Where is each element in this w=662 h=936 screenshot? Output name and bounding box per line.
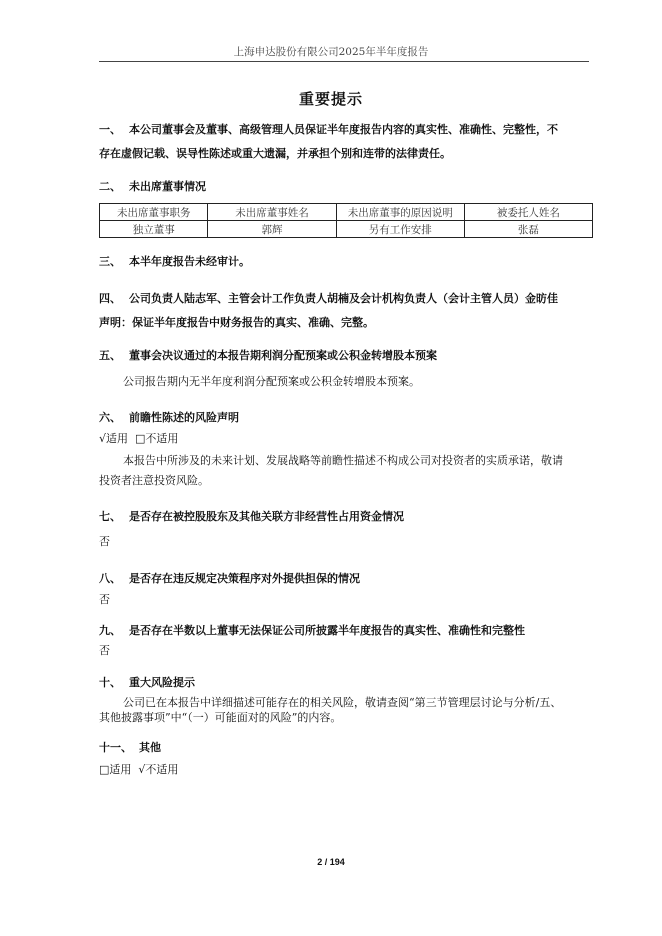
table-header-cell: 未出席董事职务 <box>100 204 208 221</box>
section-6 <box>99 404 593 431</box>
section-5-number: 五、 <box>99 349 121 362</box>
section-9-title: 是否存在半数以上董事无法保证公司所披露半年度报告的真实性、准确性和完整性 <box>129 624 525 637</box>
table-header-row <box>100 204 593 221</box>
section-3-number: 三、 <box>99 255 121 268</box>
section-2-title: 未出席董事情况 <box>129 180 206 193</box>
section-6-body-line-2: 投资者注意投资风险。 <box>99 474 209 487</box>
section-10-title: 重大风险提示 <box>129 676 195 689</box>
section-9 <box>99 617 593 644</box>
section-5-body: 公司报告期内无半年度利润分配预案或公积金转增股本预案。 <box>123 375 420 388</box>
section-8-title: 是否存在违反规定决策程序对外提供担保的情况 <box>129 572 360 585</box>
section-1-number: 一、 <box>99 123 121 136</box>
table-cell: 另有工作安排 <box>336 221 464 238</box>
header-rule <box>99 61 589 62</box>
table-header-cell: 未出席董事姓名 <box>208 204 336 221</box>
section-1-text: 本公司董事会及董事、高级管理人员保证半年度报告内容的真实性、准确性、完整性，不 <box>129 123 558 136</box>
section-2 <box>99 173 593 200</box>
section-11-title: 其他 <box>139 741 161 754</box>
table-cell: 郭辉 <box>208 221 336 238</box>
section-7-title: 是否存在被控股股东及其他关联方非经营性占用资金情况 <box>129 510 404 523</box>
section-8-number: 八、 <box>99 572 121 585</box>
table-row <box>100 221 593 238</box>
section-6-body: 本报告中所涉及的未来计划、发展战略等前瞻性描述不构成公司对投资者的实质承诺，敬请 <box>123 454 563 467</box>
section-10-body: 公司已在本报告中详细描述可能存在的相关风险，敬请查阅“第三节管理层讨论与分析/五、 <box>123 696 562 709</box>
section-1 <box>99 116 593 143</box>
section-4-text: 公司负责人陆志军、主管会计工作负责人胡楠及会计机构负责人（会计主管人员）金昉佳 <box>129 292 558 305</box>
table-header-cell: 未出席董事的原因说明 <box>336 204 464 221</box>
section-8-answer: 否 <box>99 593 110 606</box>
page-title: 重要提示 <box>298 90 363 108</box>
section-6-title: 前瞻性陈述的风险声明 <box>129 411 239 424</box>
section-7-number: 七、 <box>99 510 121 523</box>
section-11 <box>99 734 593 761</box>
table-header-cell: 被委托人姓名 <box>464 204 592 221</box>
section-9-number: 九、 <box>99 624 121 637</box>
section-4-number: 四、 <box>99 292 121 305</box>
section-2-number: 二、 <box>99 180 121 193</box>
section-7-answer: 否 <box>99 535 110 548</box>
absent-directors-table <box>99 203 593 238</box>
section-7 <box>99 503 593 530</box>
section-10 <box>99 669 593 696</box>
section-9-answer: 否 <box>99 644 110 657</box>
section-10-number: 十、 <box>99 676 121 689</box>
section-5-title: 董事会决议通过的本报告期利润分配预案或公积金转增股本预案 <box>129 349 437 362</box>
section-8 <box>99 565 593 592</box>
section-4 <box>99 285 593 312</box>
section-5 <box>99 342 593 369</box>
section-3-title: 本半年度报告未经审计。 <box>129 255 250 268</box>
table-cell: 独立董事 <box>100 221 208 238</box>
section-11-applicability: □适用 √不适用 <box>99 763 179 776</box>
section-6-applicability: √适用 □不适用 <box>99 432 179 445</box>
section-1-line-2: 存在虚假记载、误导性陈述或重大遗漏，并承担个别和连带的法律责任。 <box>99 147 451 160</box>
table-cell: 张磊 <box>464 221 592 238</box>
section-6-number: 六、 <box>99 411 121 424</box>
section-3 <box>99 248 593 275</box>
section-4-line-2: 声明：保证半年度报告中财务报告的真实、准确、完整。 <box>99 316 374 329</box>
section-10-body-line-2: 其他披露事项”中“（一）可能面对的风险”的内容。 <box>99 711 342 724</box>
page-number: 2 / 194 <box>317 857 345 867</box>
running-header: 上海申达股份有限公司2025年半年度报告 <box>233 46 429 58</box>
section-11-number: 十一、 <box>99 741 132 754</box>
